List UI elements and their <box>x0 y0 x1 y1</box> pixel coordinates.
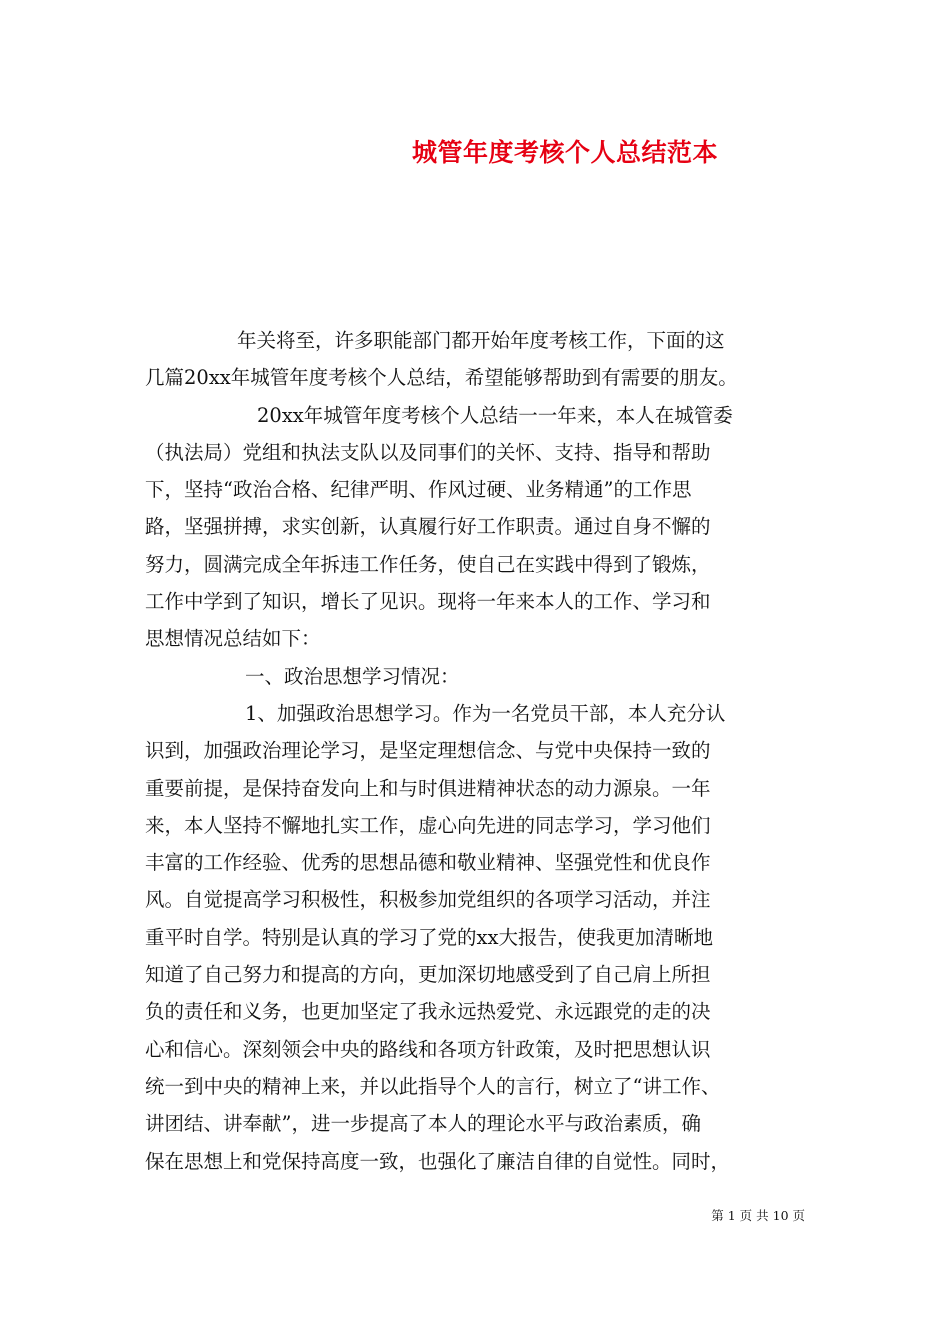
body-line: （执法局）党组和执法支队以及同事们的关怀、支持、指导和帮助 <box>145 440 711 464</box>
body-line: 丰富的工作经验、优秀的思想品德和敬业精神、坚强党性和优良作 <box>145 851 711 875</box>
body-line: 思想情况总结如下： <box>145 627 321 651</box>
body-line: 几篇20xx年城管年度考核个人总结，希望能够帮助到有需要的朋友。 <box>145 366 738 390</box>
body-line: 下，坚持“政治合格、纪律严明、作风过硬、业务精通”的工作思 <box>145 478 692 502</box>
body-line: 路，坚强拼搏，求实创新，认真履行好工作职责。通过自身不懈的 <box>145 515 711 539</box>
body-line: 一、政治思想学习情况： <box>245 664 460 688</box>
body-line: 重要前提，是保持奋发向上和与时俱进精神状态的动力源泉。一年 <box>145 776 711 800</box>
body-line: 负的责任和义务，也更加坚定了我永远热爱党、永远跟党的走的决 <box>145 1000 711 1024</box>
document-body <box>145 322 815 1180</box>
body-line: 努力，圆满完成全年拆违工作任务，使自己在实践中得到了锻炼， <box>145 552 711 576</box>
body-line: 年关将至，许多职能部门都开始年度考核工作，下面的这 <box>237 329 725 352</box>
body-line: 20xx年城管年度考核个人总结一一年来，本人在城管委 <box>257 403 733 427</box>
page-number-footer: 第 1 页 共 10 页 <box>711 1208 805 1223</box>
body-line: 来，本人坚持不懈地扎实工作，虚心向先进的同志学习，学习他们 <box>145 813 711 837</box>
body-line: 讲团结、讲奉献”，进一步提高了本人的理论水平与政治素质，确 <box>145 1112 701 1136</box>
body-line: 统一到中央的精神上来，并以此指导个人的言行，树立了“讲工作、 <box>145 1074 721 1098</box>
body-line: 知道了自己努力和提高的方向，更加深切地感受到了自己肩上所担 <box>145 963 711 987</box>
document-title: 城管年度考核个人总结范本 <box>411 138 718 167</box>
body-line: 重平时自学。特别是认真的学习了党的xx大报告，使我更加清晰地 <box>145 925 713 949</box>
body-line: 工作中学到了知识，增长了见识。现将一年来本人的工作、学习和 <box>145 590 711 614</box>
body-line: 1、加强政治思想学习。作为一名党员干部，本人充分认 <box>245 701 726 725</box>
body-line: 风。自觉提高学习积极性，积极参加党组织的各项学习活动，并注 <box>145 888 711 912</box>
body-line: 心和信心。深刻领会中央的路线和各项方针政策，及时把思想认识 <box>145 1037 711 1061</box>
body-line: 保在思想上和党保持高度一致，也强化了廉洁自律的自觉性。同时， <box>145 1149 731 1173</box>
body-line: 识到，加强政治理论学习，是坚定理想信念、与党中央保持一致的 <box>145 739 711 763</box>
